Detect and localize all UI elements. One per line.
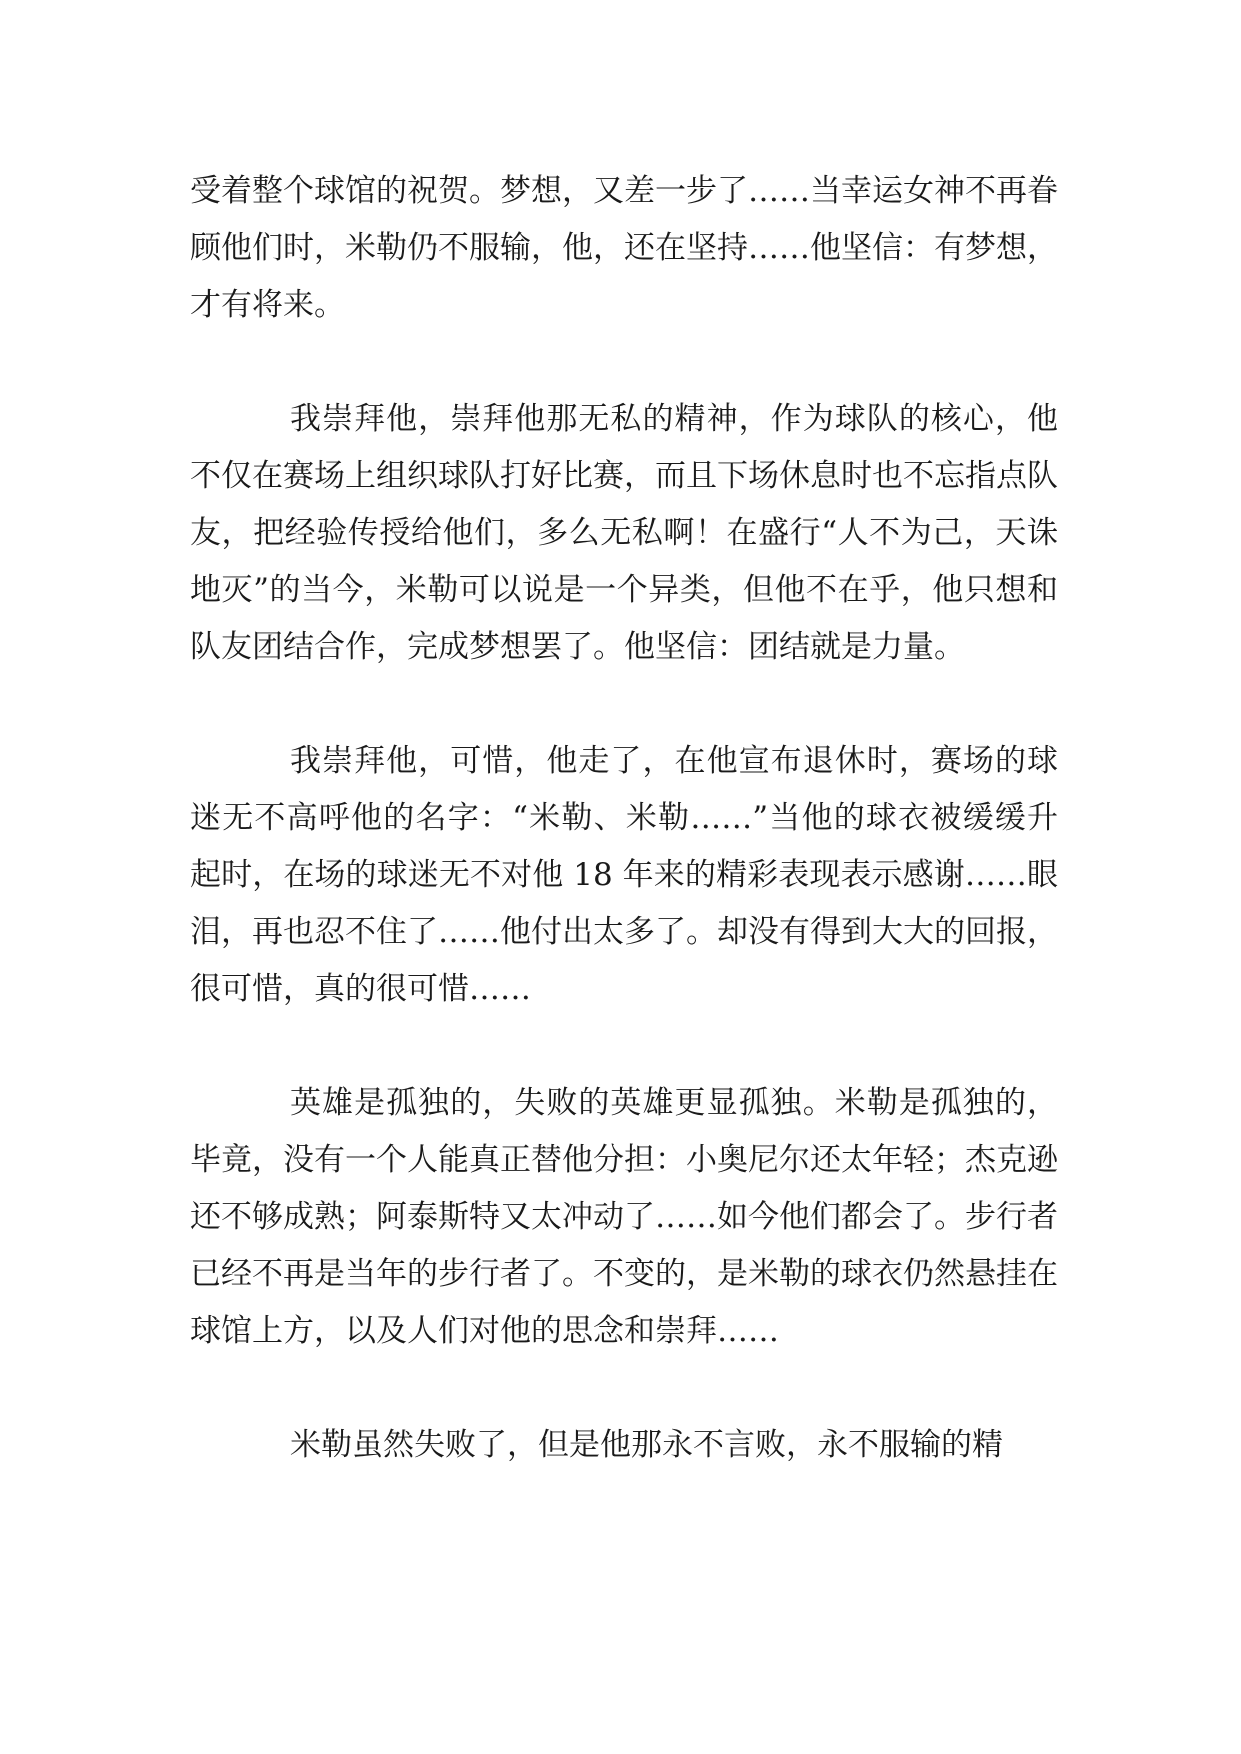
paragraph-4: 英雄是孤独的，失败的英雄更显孤独。米勒是孤独的，毕竟，没有一个人能真正替他分担：小奥尼尔还太年轻；杰克逊还不够成熟；阿泰斯特又太冲动了……如今他们都会了。步行者已经不再是当年的步行者了。不变的，是米勒的球衣仍然悬挂在球馆上方，以及人们对他的思念和崇拜…… (190, 1085, 1058, 1349)
paragraph-2: 我崇拜他，崇拜他那无私的精神，作为球队的核心，他不仅在赛场上组织球队打好比赛，而且下场休息时也不忘指点队友，把经验传授给他们，多么无私啊！在盛行“人不为己，天诛地灭”的当今，米勒可以说是一个异类，但他不在乎，他只想和队友团结合作，完成梦想罢了。他坚信：团结就是力量。 (190, 401, 1058, 665)
paragraph-5: 米勒虽然失败了，但是他那永不言败，永不服输的精 (290, 1427, 1003, 1463)
document-body (190, 163, 1058, 1474)
paragraph-1: 受着整个球馆的祝贺。梦想，又差一步了……当幸运女神不再眷顾他们时，米勒仍不服输，他，还在坚持……他坚信：有梦想，才有将来。 (190, 173, 1058, 323)
paragraph-3: 我崇拜他，可惜，他走了，在他宣布退休时，赛场的球迷无不高呼他的名字：“米勒、米勒……”当他的球衣被缓缓升起时，在场的球迷无不对他 18 年来的精彩表现表示感谢……眼泪，再也忍不住了……他付出太多了。却没有得到大大的回报，很可惜，真的很可惜…… (190, 743, 1058, 1007)
